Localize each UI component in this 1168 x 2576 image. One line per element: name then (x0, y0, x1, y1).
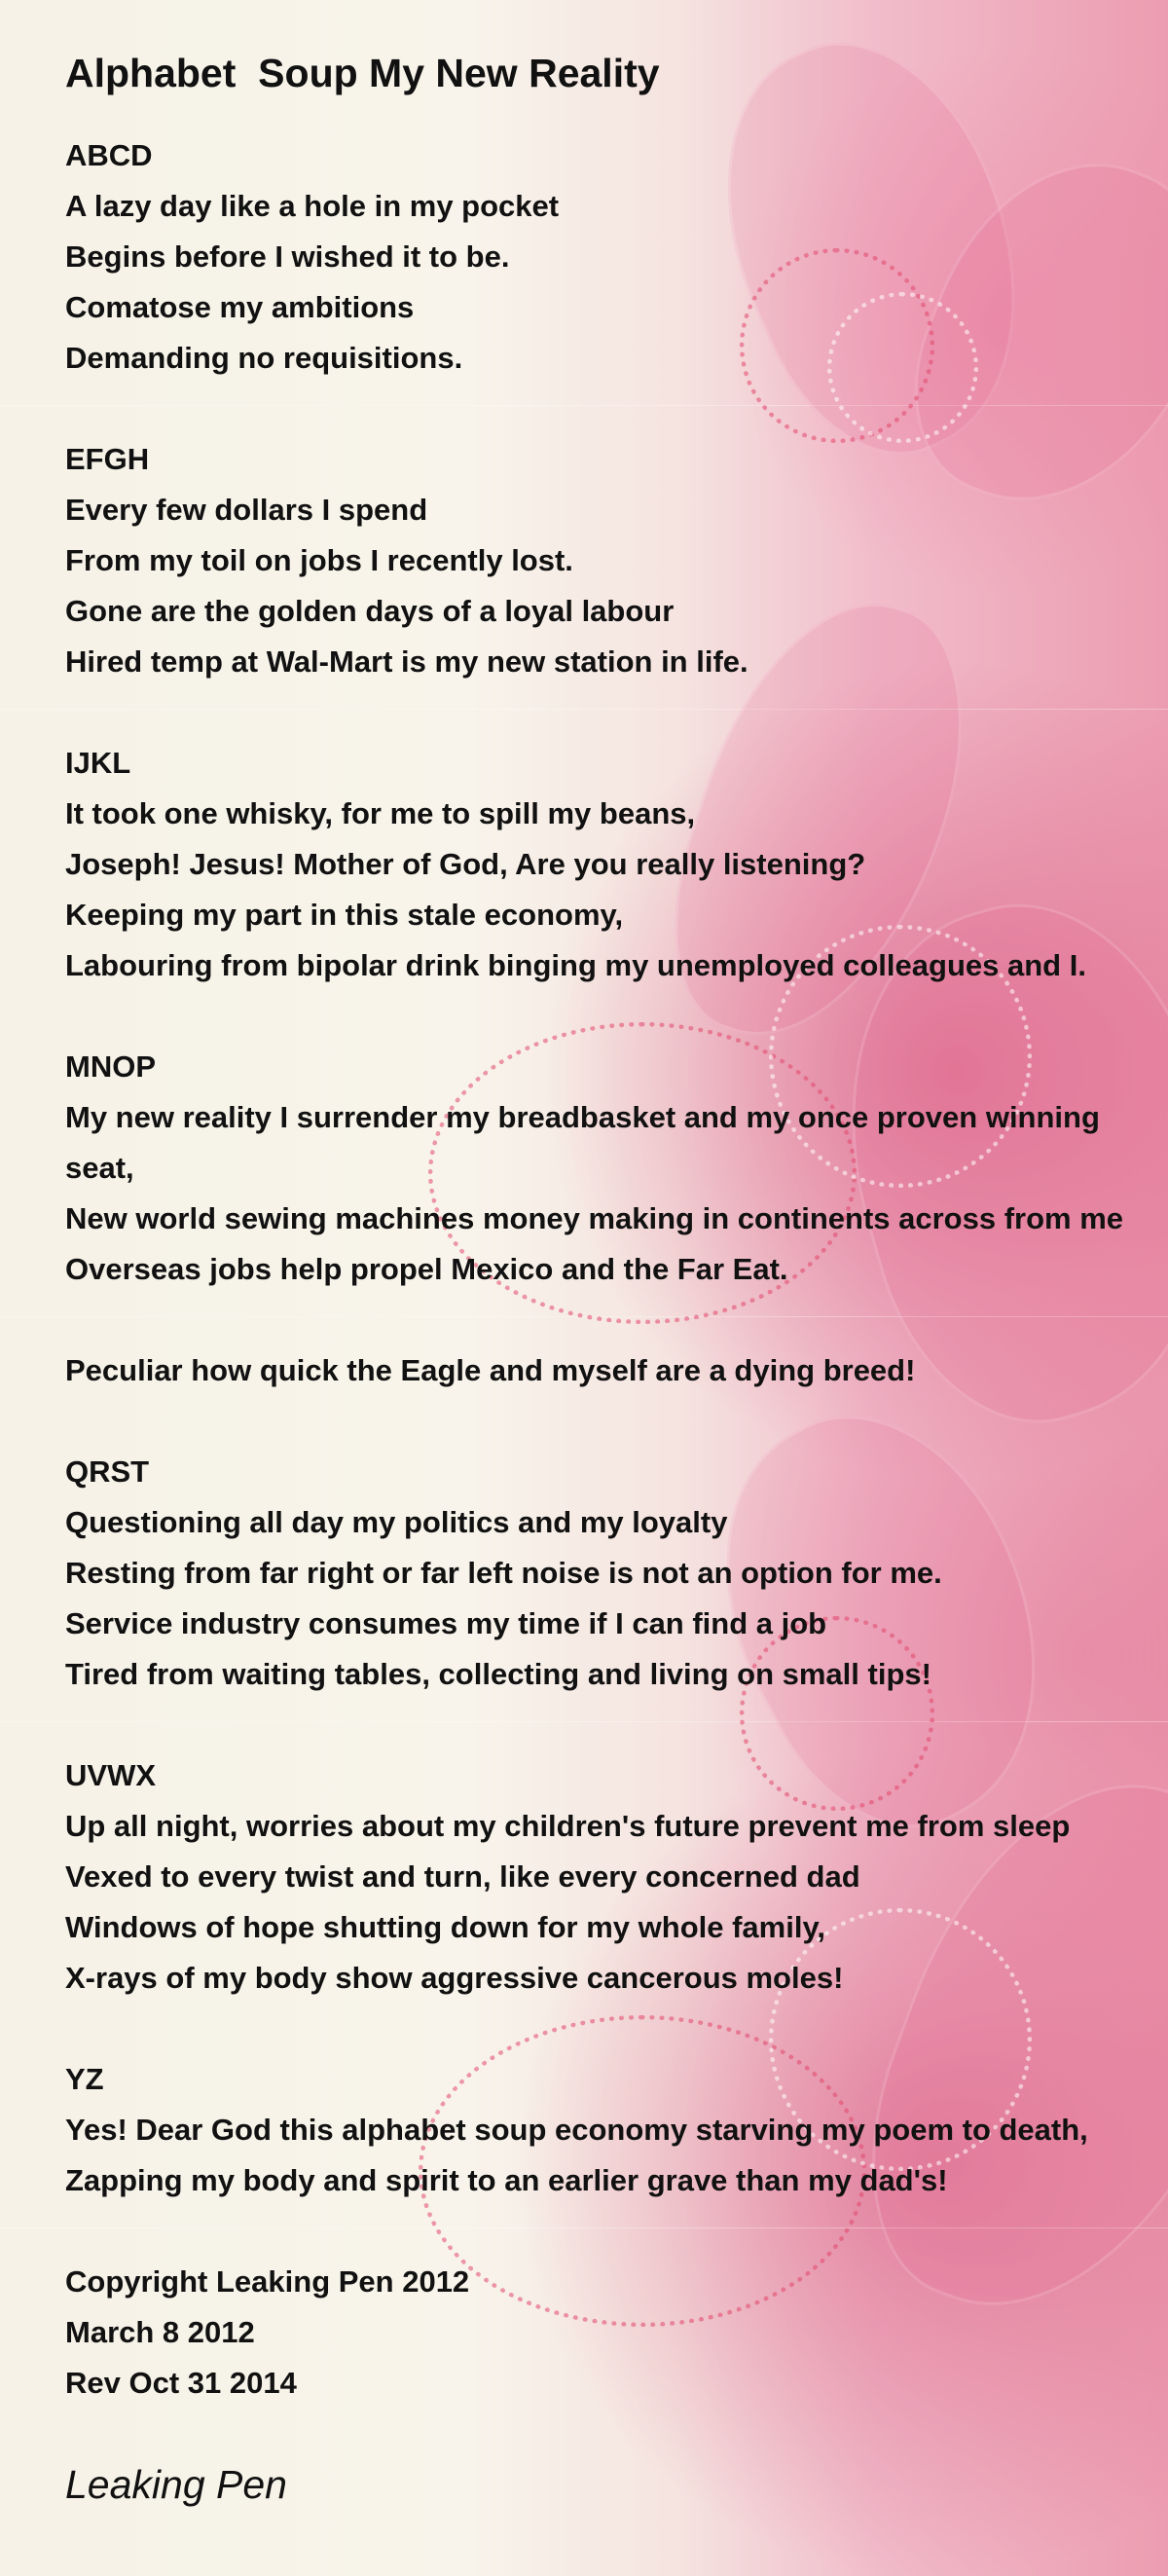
stanza-heading: ABCD (65, 138, 153, 172)
stanza-heading: YZ (65, 2062, 104, 2096)
poem-line: Gone are the golden days of a loyal labour (65, 594, 675, 628)
poem-line: Begins before I wished it to be. (65, 239, 510, 274)
stanza-mnop (65, 1042, 1168, 1295)
poem-line: From my toil on jobs I recently lost. (65, 543, 573, 577)
stanza-uvwx (65, 1750, 1168, 2004)
poem-line: Windows of hope shutting down for my whole family, (65, 1910, 826, 1944)
poem-line: Labouring from bipolar drink binging my unemployed colleagues and I. (65, 948, 1086, 982)
poem-line: Overseas jobs help propel Mexico and the Far Eat. (65, 1252, 788, 1286)
poem-line: Comatose my ambitions (65, 290, 415, 324)
stanza-heading: UVWX (65, 1758, 156, 1792)
poem-line: Demanding no requisitions. (65, 341, 463, 375)
poem-content (65, 44, 1168, 2510)
poem-line: Service industry consumes my time if I can find a job (65, 1606, 827, 1640)
poem-line: Tired from waiting tables, collecting and living on small tips! (65, 1657, 931, 1691)
poem-line: Vexed to every twist and turn, like every concerned dad (65, 1859, 860, 1894)
stanza-qrst (65, 1447, 1168, 1700)
poem-line: A lazy day like a hole in my pocket (65, 189, 560, 223)
poem-line: Questioning all day my politics and my loyalty (65, 1505, 728, 1539)
copyright-block (65, 2257, 1168, 2409)
poem-line: Every few dollars I spend (65, 493, 428, 527)
poem-line: Up all night, worries about my children's future prevent me from sleep (65, 1809, 1071, 1843)
poem-line: Resting from far right or far left noise is not an option for me. (65, 1556, 942, 1590)
stanza-efgh (65, 434, 1168, 687)
poem-line: It took one whisky, for me to spill my beans, (65, 796, 696, 830)
poem-line: Joseph! Jesus! Mother of God, Are you really listening? (65, 847, 866, 881)
stanza-heading: EFGH (65, 442, 150, 476)
poem-line: New world sewing machines money making in continents across from me (65, 1201, 1123, 1235)
poem-line: Yes! Dear God this alphabet soup economy starving my poem to death, (65, 2113, 1088, 2147)
stanza-peculiar (65, 1345, 1168, 1396)
stanza-heading: QRST (65, 1454, 150, 1489)
date-text: March 8 2012 (65, 2315, 255, 2349)
author-name: Leaking Pen (65, 2462, 287, 2507)
poem-line: Peculiar how quick the Eagle and myself are a dying breed! (65, 1353, 916, 1387)
stanza-abcd (65, 130, 1168, 384)
stanza-heading: IJKL (65, 746, 131, 780)
stanza-heading: MNOP (65, 1049, 156, 1084)
stanza-yz (65, 2054, 1168, 2206)
poem-line: Zapping my body and spirit to an earlier grave than my dad's! (65, 2163, 948, 2197)
poem-line: Hired temp at Wal-Mart is my new station in life. (65, 644, 748, 679)
poem-line: X-rays of my body show aggressive cancerous moles! (65, 1961, 844, 1995)
poem-line: My new reality I surrender my breadbasket and my once proven winning seat, (65, 1100, 1100, 1185)
revision-date: Rev Oct 31 2014 (65, 2366, 297, 2400)
poem-line: Keeping my part in this stale economy, (65, 898, 624, 932)
poem-title: Alphabet Soup My New Reality (65, 51, 660, 95)
stanza-ijkl (65, 738, 1168, 991)
copyright-text: Copyright Leaking Pen 2012 (65, 2264, 470, 2299)
